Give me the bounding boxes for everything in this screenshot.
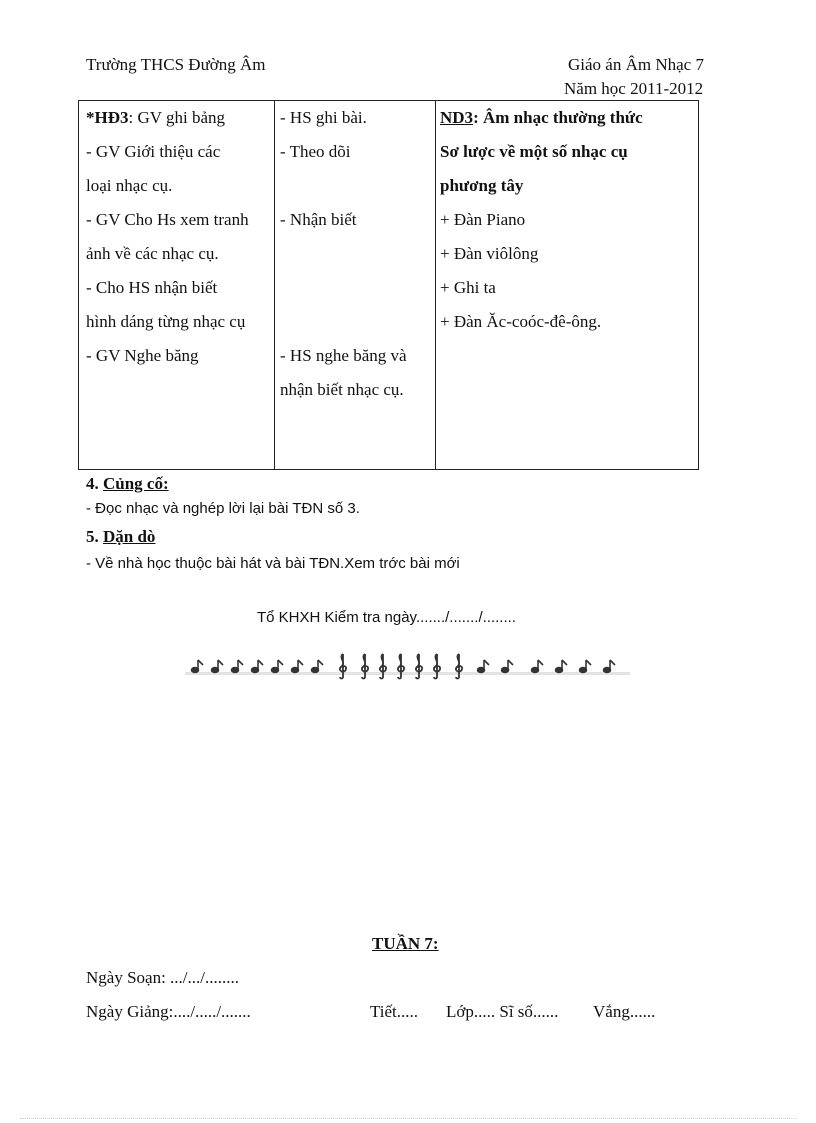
table-line: - Nhận biết (280, 210, 357, 229)
department-check-line: Tổ KHXH Kiểm tra ngày......./......./........ (257, 609, 516, 626)
table-line: - Cho HS nhận biết (86, 278, 218, 297)
content-column (440, 101, 696, 339)
consolidation-text: - Đọc nhạc và nghép lời lại bài TĐN số 3. (86, 500, 360, 517)
table-line (280, 271, 432, 305)
table-line: *HĐ3: GV ghi bảng (86, 108, 225, 127)
preparation-date: Ngày Soạn: .../.../........ (86, 968, 239, 987)
table-line (280, 169, 432, 203)
instrument-item: + Đàn viôlông (440, 244, 539, 263)
instrument-item: + Ghi ta (440, 278, 496, 297)
instrument-item: + Đàn Piano (440, 210, 526, 229)
table-line: - HS ghi bài. (280, 108, 367, 127)
table-line: - GV Cho Hs xem tranh (86, 210, 249, 229)
student-activity-column (280, 101, 432, 407)
consolidation-heading: 4. Củng cố: (86, 474, 169, 493)
table-line: - Theo dõi (280, 142, 351, 161)
content-subtitle: Sơ lược về một số nhạc cụ (440, 142, 628, 161)
table-line (280, 237, 432, 271)
table-line: - GV Giới thiệu các (86, 142, 221, 161)
table-line: ảnh về các nhạc cụ. (86, 244, 219, 263)
homework-text: - Về nhà học thuộc bài hát và bài TĐN.Xem trớc bài mới (86, 555, 460, 572)
teacher-activity-column (86, 101, 272, 373)
subject-title: Giáo án Âm Nhạc 7 (568, 55, 704, 74)
table-divider (435, 101, 436, 469)
table-line: - HS nghe băng và (280, 346, 407, 365)
page-bottom-border (20, 1118, 796, 1119)
table-line: loại nhạc cụ. (86, 176, 173, 195)
table-line (280, 305, 432, 339)
class-size-field: Lớp..... Sĩ số...... (446, 1002, 559, 1021)
lesson-activity-table (78, 100, 699, 470)
school-year: Năm học 2011-2012 (564, 79, 704, 98)
music-notes-divider-icon (185, 652, 630, 680)
week-heading: TUẦN 7: (372, 934, 439, 953)
table-line: nhận biết nhạc cụ. (280, 380, 404, 399)
teaching-date: Ngày Giảng:..../...../....... (86, 1002, 251, 1021)
homework-heading: 5. Dặn dò (86, 527, 156, 546)
content-subtitle: phương tây (440, 176, 524, 195)
table-line: hình dáng từng nhạc cụ (86, 312, 246, 331)
period-field: Tiết..... (370, 1002, 419, 1021)
school-name: Trường THCS Đường Âm (86, 55, 266, 74)
content-heading: ND3: Âm nhạc thường thức (440, 108, 643, 127)
table-line: - GV Nghe băng (86, 346, 199, 365)
instrument-item: + Đàn Ăc-coóc-đê-ông. (440, 312, 602, 331)
table-divider (274, 101, 275, 469)
absent-field: Vắng...... (593, 1002, 656, 1021)
